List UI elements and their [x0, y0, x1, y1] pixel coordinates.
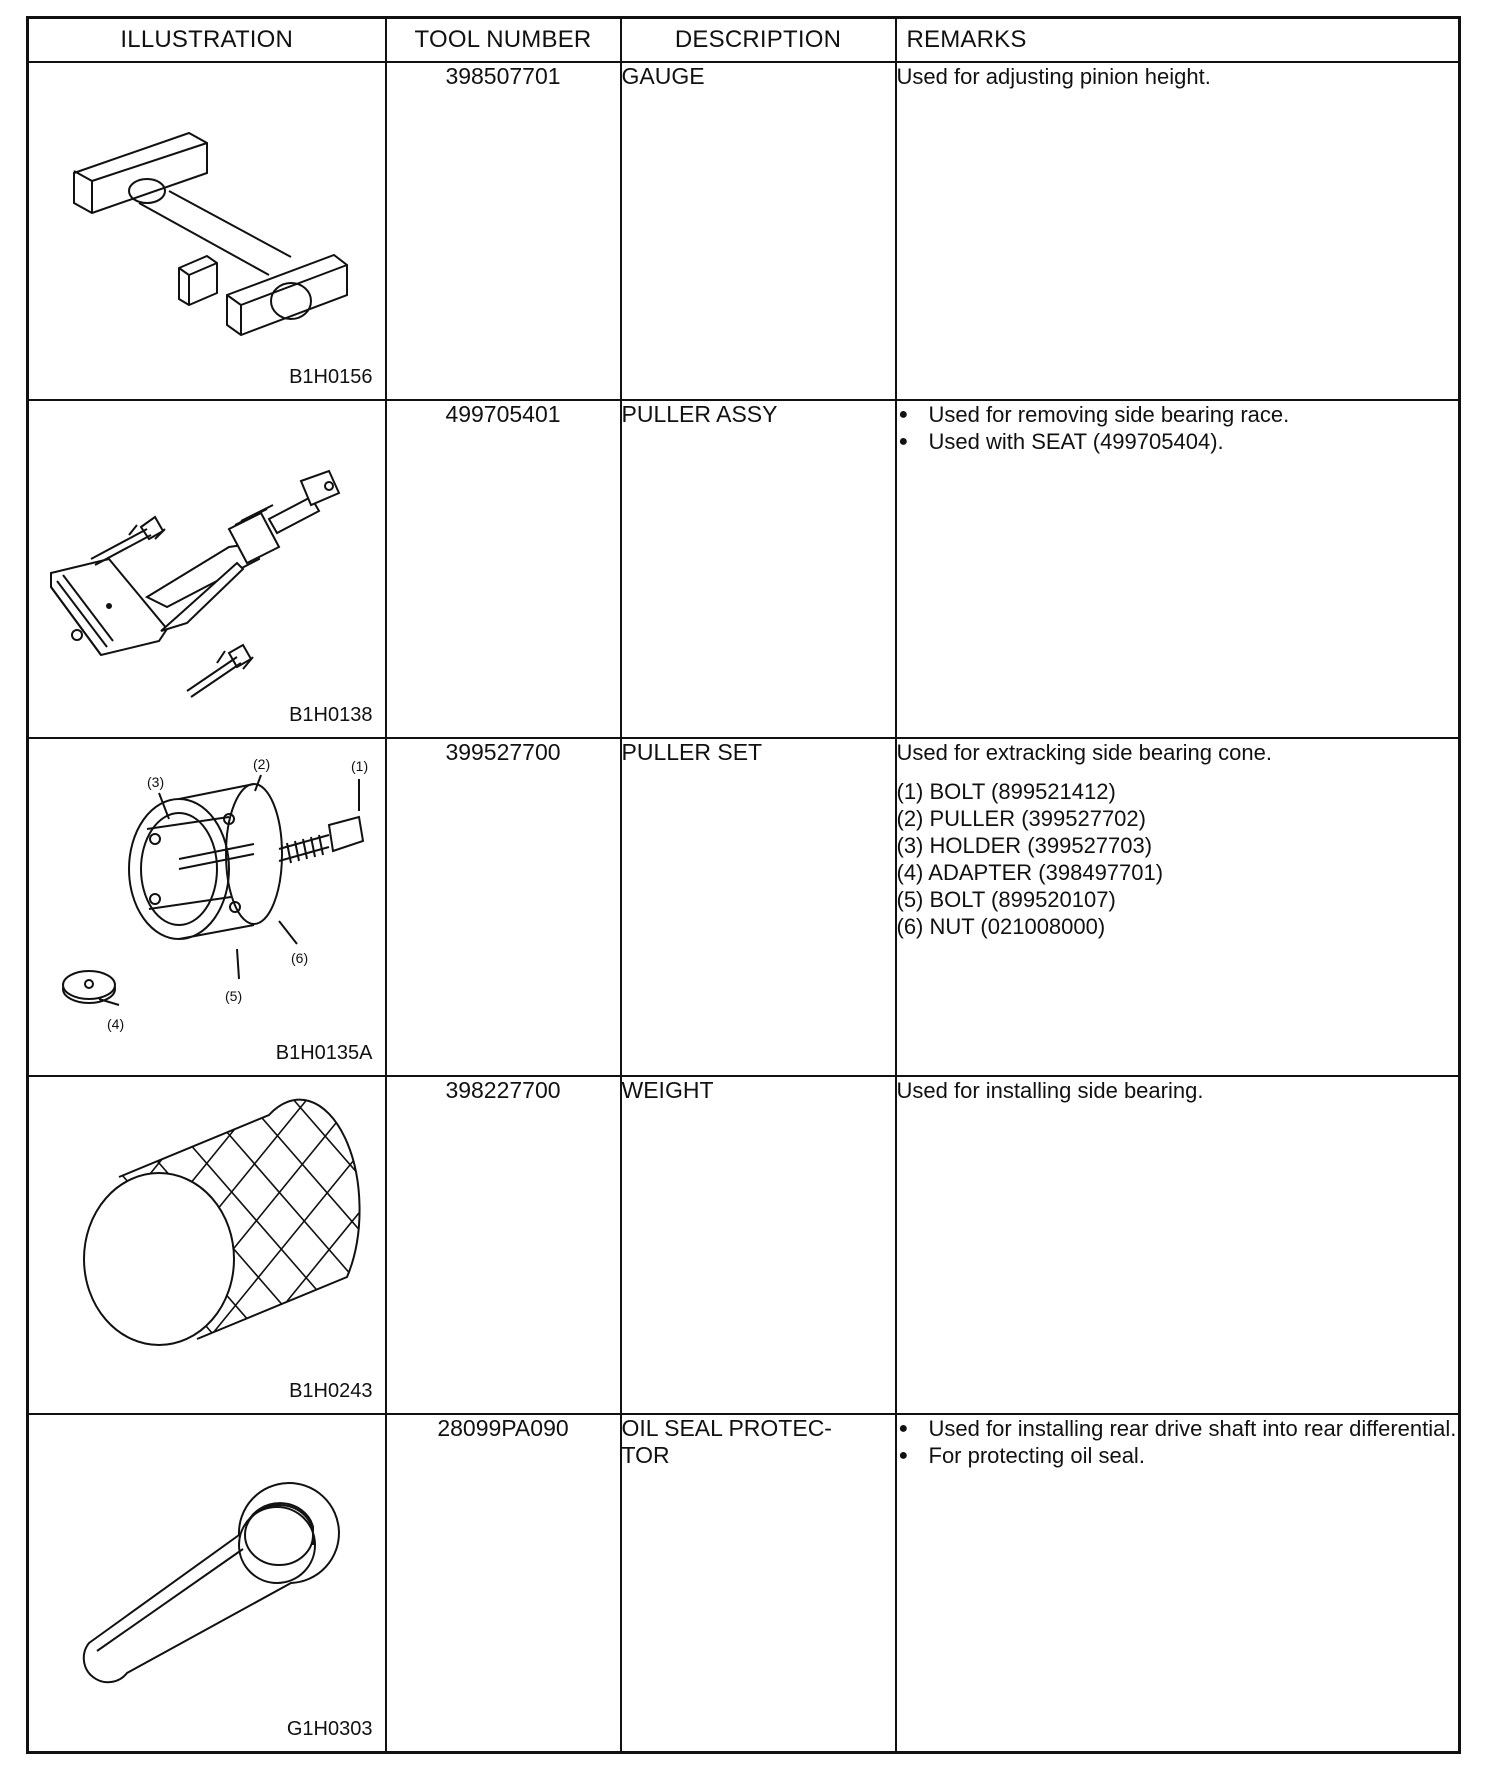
callout-5: (5) — [225, 988, 243, 1004]
remark-bullets — [897, 401, 1459, 455]
part-item: (5) BOLT (899520107) — [896, 887, 1116, 912]
remark-text: Used for adjusting pinion height. — [896, 64, 1211, 89]
illustration-cell — [28, 1414, 386, 1753]
callout-3: (3) — [147, 774, 165, 790]
special-tools-table-page — [26, 16, 1458, 1754]
description: PULLER ASSY — [621, 400, 896, 738]
header-tool-number: TOOL NUMBER — [386, 18, 621, 63]
figure-code: B1H0135A — [275, 1042, 373, 1064]
description — [621, 1414, 896, 1753]
remarks — [896, 738, 1460, 1076]
puller-set-illustration — [29, 739, 385, 1075]
puller-assy-illustration — [29, 401, 385, 737]
special-tools-table — [26, 16, 1461, 1754]
tool-number: 398227700 — [386, 1076, 621, 1414]
part-item: (3) HOLDER (399527703) — [896, 833, 1153, 858]
remark-text: Used for extracking side bearing cone. — [896, 740, 1272, 765]
remark-bullet: ● For protecting oil seal. — [897, 1442, 1459, 1469]
callout-4: (4) — [107, 1016, 125, 1032]
figure-code: B1H0243 — [289, 1380, 373, 1402]
figure-code: G1H0303 — [286, 1718, 373, 1740]
part-item: (2) PULLER (399527702) — [896, 806, 1146, 831]
table-row — [28, 62, 1460, 400]
remark-bullets — [897, 1415, 1459, 1469]
callout-2: (2) — [253, 756, 271, 772]
illustration-cell — [28, 400, 386, 738]
remark-bullet: ● Used with SEAT (499705404). — [897, 428, 1459, 455]
remarks — [896, 400, 1460, 738]
tool-number: 499705401 — [386, 400, 621, 738]
tool-number: 399527700 — [386, 738, 621, 1076]
illustration-cell — [28, 1076, 386, 1414]
remarks — [896, 62, 1460, 400]
remark-text: Used for installing side bearing. — [896, 1078, 1204, 1103]
gauge-illustration — [29, 63, 385, 399]
remarks — [896, 1076, 1460, 1414]
illustration-cell — [28, 738, 386, 1076]
remarks — [896, 1414, 1460, 1753]
description: GAUGE — [621, 62, 896, 400]
parts-list — [897, 778, 1459, 940]
table-row — [28, 400, 1460, 738]
table-row — [28, 738, 1460, 1076]
header-description: DESCRIPTION — [621, 18, 896, 63]
part-item: (4) ADAPTER (398497701) — [896, 860, 1164, 885]
description: PULLER SET — [621, 738, 896, 1076]
callout-6: (6) — [291, 950, 309, 966]
tool-number: 398507701 — [386, 62, 621, 400]
part-item: (6) NUT (021008000) — [896, 914, 1106, 939]
remark-bullet: ● Used for installing rear drive shaft into rear differential. — [897, 1415, 1459, 1442]
remark-bullet: ● Used for removing side bearing race. — [897, 401, 1459, 428]
description: WEIGHT — [621, 1076, 896, 1414]
header-row — [28, 18, 1460, 63]
illustration-cell — [28, 62, 386, 400]
header-illustration: ILLUSTRATION — [28, 18, 386, 63]
description-line: TOR — [621, 1442, 670, 1468]
table-row — [28, 1076, 1460, 1414]
header-remarks: REMARKS — [896, 18, 1460, 63]
table-row — [28, 1414, 1460, 1753]
figure-code: B1H0156 — [289, 366, 373, 388]
description-line: OIL SEAL PROTEC- — [621, 1415, 832, 1441]
callout-1: (1) — [351, 758, 369, 774]
tool-number: 28099PA090 — [386, 1414, 621, 1753]
figure-code: B1H0138 — [289, 704, 373, 726]
part-item: (1) BOLT (899521412) — [896, 779, 1116, 804]
oil-seal-protector-illustration — [29, 1415, 385, 1751]
weight-illustration — [29, 1077, 385, 1413]
